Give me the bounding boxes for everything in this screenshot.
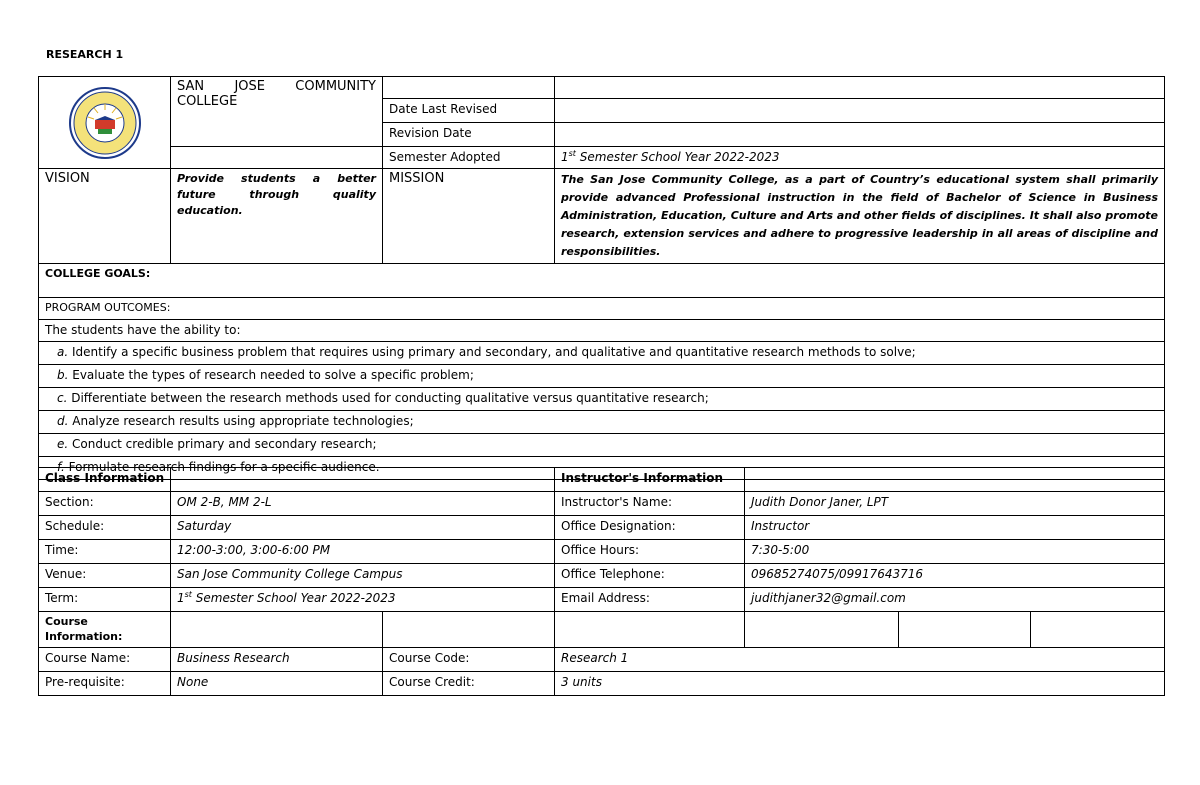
revision-date-label: Revision Date <box>383 123 555 147</box>
office-designation-value: Instructor <box>745 516 1165 540</box>
course-info-blank <box>745 612 899 648</box>
program-outcomes-label: PROGRAM OUTCOMES: <box>39 298 1165 320</box>
page-header: RESEARCH 1 <box>46 48 124 61</box>
course-info-blank <box>383 612 555 648</box>
vision-label: VISION <box>39 169 171 264</box>
course-credit-label: Course Credit: <box>383 672 555 696</box>
date-last-revised-value <box>555 99 1165 123</box>
section-label: Section: <box>39 492 171 516</box>
outcome-item: e. Conduct credible primary and secondary research; <box>39 434 1165 457</box>
office-telephone-label: Office Telephone: <box>555 564 745 588</box>
instructor-name-label: Instructor's Name: <box>555 492 745 516</box>
outcome-item: a. Identify a specific business problem that requires using primary and secondary, and qualitative and quantitative research methods to solve; <box>39 342 1165 365</box>
email-label: Email Address: <box>555 588 745 612</box>
outcomes-intro: The students have the ability to: <box>39 320 1165 342</box>
course-credit-value: 3 units <box>555 672 1165 696</box>
instructor-info-header: Instructor's Information <box>555 468 745 492</box>
instructor-name-value: Judith Donor Janer, LPT <box>745 492 1165 516</box>
course-name-label: Course Name: <box>39 648 171 672</box>
outcome-item: b. Evaluate the types of research needed to solve a specific problem; <box>39 365 1165 388</box>
course-info-header: Course Information: <box>39 612 171 648</box>
course-info-blank <box>555 612 745 648</box>
meta-label <box>383 77 555 99</box>
prerequisite-value: None <box>171 672 383 696</box>
course-code-value: Research 1 <box>555 648 1165 672</box>
college-name-blank <box>171 147 383 169</box>
schedule-label: Schedule: <box>39 516 171 540</box>
office-hours-label: Office Hours: <box>555 540 745 564</box>
course-info-blank <box>1031 612 1165 648</box>
class-info-header: Class Information <box>39 468 171 492</box>
outcome-item: c. Differentiate between the research methods used for conducting qualitative versus quantitative research; <box>39 388 1165 411</box>
vision-text: Provide students a better future through quality education. <box>171 169 383 264</box>
class-info-table <box>38 467 1165 696</box>
logo-cell <box>39 77 171 169</box>
college-goals-label: COLLEGE GOALS: <box>39 264 1165 298</box>
college-name: SAN JOSE COMMUNITY COLLEGE <box>171 77 383 147</box>
office-designation-label: Office Designation: <box>555 516 745 540</box>
time-label: Time: <box>39 540 171 564</box>
office-hours-value: 7:30-5:00 <box>745 540 1165 564</box>
semester-adopted-value: 1st Semester School Year 2022-2023 <box>555 147 1165 169</box>
meta-value <box>555 77 1165 99</box>
mission-text: The San Jose Community College, as a part of Country’s educational system shall primarily provide advanced Professional instruction in the field of Bachelor of Science in Business Administration, Education, Culture and Arts and other fields of disciplines. It shall also promote research, extension services and adhere to progressive leadership in all areas of discipline and responsibilities. <box>555 169 1165 264</box>
email-value: judithjaner32@gmail.com <box>745 588 1165 612</box>
semester-adopted-label: Semester Adopted <box>383 147 555 169</box>
venue-value: San Jose Community College Campus <box>171 564 555 588</box>
course-name-value: Business Research <box>171 648 383 672</box>
office-telephone-value: 09685274075/09917643716 <box>745 564 1165 588</box>
schedule-value: Saturday <box>171 516 555 540</box>
outcome-item: d. Analyze research results using appropriate technologies; <box>39 411 1165 434</box>
venue-label: Venue: <box>39 564 171 588</box>
outcome-item: f. Formulate research findings for a specific audience. <box>39 457 1165 480</box>
date-last-revised-label: Date Last Revised <box>383 99 555 123</box>
section-value: OM 2-B, MM 2-L <box>171 492 555 516</box>
time-value: 12:00-3:00, 3:00-6:00 PM <box>171 540 555 564</box>
term-label: Term: <box>39 588 171 612</box>
course-info-blank <box>171 612 383 648</box>
revision-date-value <box>555 123 1165 147</box>
term-value: 1st Semester School Year 2022-2023 <box>171 588 555 612</box>
course-code-label: Course Code: <box>383 648 555 672</box>
mission-label: MISSION <box>383 169 555 264</box>
course-info-blank <box>899 612 1031 648</box>
college-seal-icon <box>43 86 166 160</box>
syllabus-header-table <box>38 76 1165 480</box>
instructor-info-header-blank <box>745 468 1165 492</box>
class-info-header-blank <box>171 468 555 492</box>
prerequisite-label: Pre-requisite: <box>39 672 171 696</box>
